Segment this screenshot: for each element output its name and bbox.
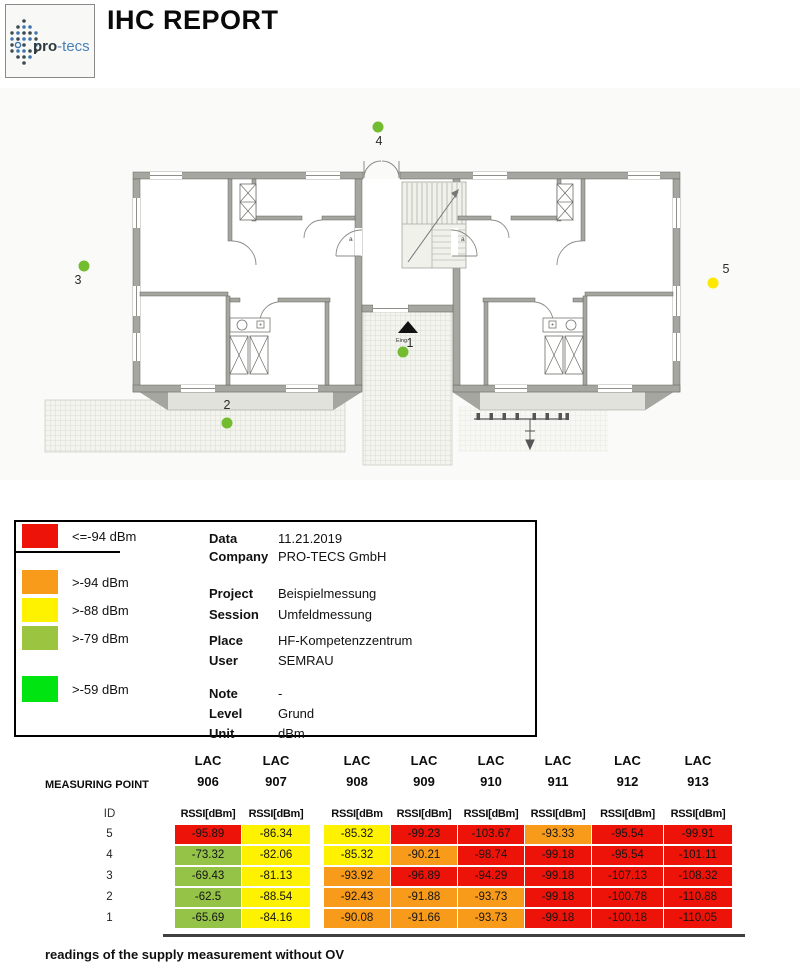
rssi-value-cell: -99.18 xyxy=(525,846,591,865)
measure-point-4 xyxy=(373,122,384,133)
door-label-left: a xyxy=(349,236,353,243)
legend-swatch xyxy=(22,598,58,622)
lac-word: LAC xyxy=(684,753,712,768)
legend-label: <=-94 dBm xyxy=(72,528,137,544)
info-label: Unit xyxy=(209,726,235,741)
info-row xyxy=(209,586,376,601)
table-row-4 xyxy=(45,846,745,865)
legend-info-box xyxy=(14,520,537,741)
lac-number: 906 xyxy=(197,774,219,789)
measure-point-label-4: 4 xyxy=(375,134,383,148)
lac-header-908 xyxy=(324,750,390,794)
legend-item xyxy=(22,676,129,702)
rssi-value-cell: -99.18 xyxy=(525,888,591,907)
legend-label: >-79 dBm xyxy=(72,630,129,646)
column-spacer xyxy=(311,888,323,907)
legend-item xyxy=(22,598,129,622)
info-label: Company xyxy=(209,549,269,564)
rssi-value-cell: -93.33 xyxy=(525,825,591,844)
info-label: Place xyxy=(209,633,243,648)
rssi-header-cell: RSSI[dBm] xyxy=(180,808,236,820)
rssi-value-cell: -108.32 xyxy=(664,867,732,886)
table-row-2 xyxy=(45,888,745,907)
row-id: 2 xyxy=(106,891,113,903)
info-value: HF-Kompetenzzentrum xyxy=(278,633,413,648)
lac-number: 912 xyxy=(616,774,639,789)
measure-point-3 xyxy=(79,261,90,272)
column-spacer xyxy=(311,909,323,928)
lac-header-912 xyxy=(592,750,663,794)
rssi-value-cell: -100.78 xyxy=(592,888,663,907)
rssi-value-cell: -95.54 xyxy=(592,846,663,865)
id-label: ID xyxy=(103,808,116,820)
walkway xyxy=(363,312,452,465)
logo-tecs: -tecs xyxy=(57,38,90,55)
lac-word: LAC xyxy=(262,753,290,768)
info-label: Project xyxy=(209,586,254,601)
rssi-value-cell: -86.34 xyxy=(242,825,310,844)
lac-number: 910 xyxy=(480,774,502,789)
row-id: 5 xyxy=(106,828,113,840)
lac-header-909 xyxy=(391,750,457,794)
rssi-value-cell: -85.32 xyxy=(324,846,390,865)
info-row xyxy=(209,549,386,564)
legend-label: >-59 dBm xyxy=(72,681,129,697)
info-value: Beispielmessung xyxy=(278,586,377,601)
info-value: Umfeldmessung xyxy=(278,607,372,622)
rssi-value-cell: -101.11 xyxy=(664,846,732,865)
rssi-header-cell: RSSI[dBm] xyxy=(670,808,726,820)
rssi-value-cell: -110.88 xyxy=(664,888,732,907)
info-row xyxy=(209,531,342,546)
info-value: PRO-TECS GmbH xyxy=(278,549,387,564)
rssi-value-cell: -73.32 xyxy=(175,846,241,865)
protecs-logo xyxy=(5,4,95,78)
rssi-value-cell: -69.43 xyxy=(175,867,241,886)
rssi-value-cell: -98.74 xyxy=(458,846,524,865)
rssi-value-cell: -93.73 xyxy=(458,888,524,907)
row-id: 4 xyxy=(106,849,113,861)
rssi-value-cell: -103.67 xyxy=(458,825,524,844)
rssi-header-row xyxy=(45,808,745,820)
measuring-point-label: MEASURING POINT xyxy=(45,779,149,791)
lac-header-row xyxy=(45,750,745,794)
lac-word: LAC xyxy=(343,753,371,768)
column-spacer xyxy=(311,867,323,886)
info-value: dBm xyxy=(278,726,305,741)
measurement-table xyxy=(45,750,745,930)
rssi-value-cell: -91.88 xyxy=(391,888,457,907)
rssi-value-cell: -65.69 xyxy=(175,909,241,928)
legend-swatch xyxy=(22,524,58,548)
info-label: User xyxy=(209,653,238,668)
lac-number: 907 xyxy=(265,774,287,789)
lac-number: 911 xyxy=(547,774,569,789)
measure-point-2 xyxy=(222,418,233,429)
info-label: Note xyxy=(209,686,238,701)
rssi-header-cell: RSSI[dBm] xyxy=(463,808,519,820)
rssi-value-cell: -91.66 xyxy=(391,909,457,928)
rssi-header-cell: RSSI[dBm] xyxy=(600,808,655,820)
rssi-value-cell: -62.5 xyxy=(175,888,241,907)
legend-item xyxy=(22,524,136,548)
measure-point-label-3: 3 xyxy=(74,273,82,287)
legend-label: >-88 dBm xyxy=(72,602,129,618)
measure-point-5 xyxy=(708,278,719,289)
table-underline xyxy=(163,934,745,937)
lac-header-913 xyxy=(664,750,732,794)
info-value: 11.21.2019 xyxy=(278,531,343,546)
rssi-value-cell: -99.18 xyxy=(525,867,591,886)
info-value: SEMRAU xyxy=(278,653,334,668)
rssi-value-cell: -90.21 xyxy=(391,846,457,865)
measure-point-label-5: 5 xyxy=(722,262,730,276)
rssi-value-cell: -93.73 xyxy=(458,909,524,928)
rssi-value-cell: -99.91 xyxy=(664,825,732,844)
table-row-5 xyxy=(45,825,745,844)
rssi-value-cell: -90.08 xyxy=(324,909,390,928)
legend-divider xyxy=(16,551,120,553)
info-row xyxy=(209,633,412,648)
rssi-value-cell: -107.13 xyxy=(592,867,663,886)
lac-word: LAC xyxy=(544,753,572,768)
rssi-value-cell: -92.43 xyxy=(324,888,390,907)
row-id: 3 xyxy=(106,870,113,882)
rssi-value-cell: -93.92 xyxy=(324,867,390,886)
rssi-header-cell: RSSI[dBm] xyxy=(530,808,586,820)
rssi-value-cell: -84.16 xyxy=(242,909,310,928)
lac-header-911 xyxy=(525,750,591,794)
info-label: Data xyxy=(209,531,238,546)
legend-label: >-94 dBm xyxy=(72,574,129,590)
rssi-value-cell: -96.89 xyxy=(391,867,457,886)
info-value: Grund xyxy=(278,706,315,721)
porch-right xyxy=(453,392,673,410)
rssi-header-cell: RSSI[dBm] xyxy=(396,808,452,820)
rssi-value-cell: -99.18 xyxy=(525,909,591,928)
rssi-header-cell: RSSI[dBm] xyxy=(248,808,304,820)
rssi-value-cell: -82.06 xyxy=(242,846,310,865)
column-spacer xyxy=(311,808,323,820)
rssi-value-cell: -110.05 xyxy=(664,909,732,928)
table-row-1 xyxy=(45,909,745,928)
footer-note: readings of the supply measurement without OV xyxy=(45,947,345,962)
rssi-value-cell: -95.54 xyxy=(592,825,663,844)
rssi-header-cell: RSSI[dBm xyxy=(331,808,383,820)
door-label-right: a xyxy=(461,236,465,243)
lac-word: LAC xyxy=(410,753,438,768)
rssi-value-cell: -95.89 xyxy=(175,825,241,844)
column-spacer xyxy=(311,825,323,844)
rssi-value-cell: -81.13 xyxy=(242,867,310,886)
lac-word: LAC xyxy=(614,753,641,768)
porch-left xyxy=(140,392,361,410)
info-row xyxy=(209,686,282,701)
legend-item xyxy=(22,570,129,594)
info-row xyxy=(209,706,314,721)
legend-swatch xyxy=(22,570,58,594)
rssi-value-cell: -94.29 xyxy=(458,867,524,886)
info-label: Level xyxy=(209,706,243,721)
svg-text:Eing.: Eing. xyxy=(396,338,409,344)
legend-swatch xyxy=(22,676,58,702)
logo-text xyxy=(33,38,90,55)
rssi-value-cell: -85.32 xyxy=(324,825,390,844)
lac-header-907 xyxy=(242,750,310,794)
column-spacer xyxy=(311,846,323,865)
info-row xyxy=(209,607,372,622)
lac-number: 909 xyxy=(413,774,435,789)
lac-number: 908 xyxy=(346,774,368,789)
table-row-3 xyxy=(45,867,745,886)
column-spacer xyxy=(311,750,323,794)
row-id: 1 xyxy=(106,912,113,924)
measure-point-label-2: 2 xyxy=(223,398,231,412)
page-title: IHC REPORT xyxy=(107,5,279,35)
info-row xyxy=(209,653,334,668)
lac-number: 913 xyxy=(687,774,709,789)
legend-swatch xyxy=(22,626,58,650)
rssi-value-cell: -100.18 xyxy=(592,909,663,928)
rssi-value-cell: -99.23 xyxy=(391,825,457,844)
logo-pro: pro xyxy=(33,38,58,55)
info-row xyxy=(209,726,305,741)
lac-header-906 xyxy=(175,750,241,794)
lac-word: LAC xyxy=(194,753,222,768)
lac-header-910 xyxy=(458,750,524,794)
floor-plan xyxy=(0,88,800,480)
rssi-value-cell: -88.54 xyxy=(242,888,310,907)
patio-right xyxy=(458,406,608,452)
lac-word: LAC xyxy=(477,753,505,768)
legend-item xyxy=(22,626,129,650)
info-label: Session xyxy=(209,607,259,622)
measure-point-label-1: 1 xyxy=(406,336,414,350)
info-value: - xyxy=(278,686,283,701)
